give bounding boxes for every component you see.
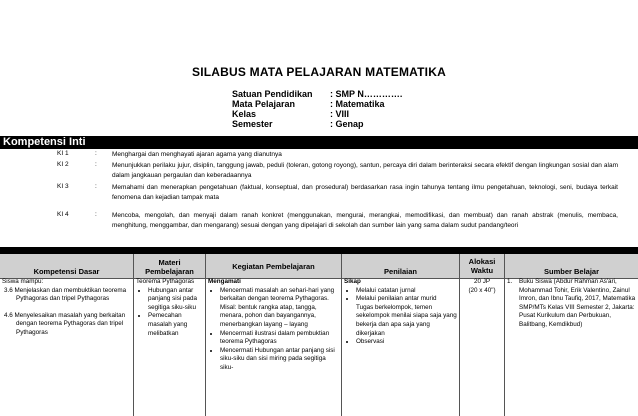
ki-heading: Kompetensi Inti bbox=[3, 136, 86, 148]
cell-penilaian bbox=[342, 278, 460, 416]
kd-item: 4.6 Menyelesaikan masalah yang berkaitan dengan teorema Pythagoras dan tripel Pythagoras bbox=[4, 311, 126, 336]
ki-text: Menghargai dan menghayati ajaran agama yang dianutnya bbox=[112, 151, 282, 158]
materi-bullet: • Pemecahan masalah yang melibatkan bbox=[148, 312, 203, 338]
meta-value-semester: : Genap bbox=[330, 119, 364, 129]
kegiatan-bullet: • Mencermati Hubungan antar panjang sisi siku-siku dan sisi miring pada segitiga siku- bbox=[220, 347, 339, 373]
ki-separator: : bbox=[95, 183, 97, 190]
header-kegiatan: Kegiatan Pembelajaran bbox=[206, 254, 342, 278]
header-kompetensi-dasar: Kompetensi Dasar bbox=[0, 254, 134, 278]
meta-label-kelas: Kelas bbox=[232, 109, 257, 119]
cell-sumber bbox=[505, 278, 638, 416]
cell-kompetensi-dasar bbox=[0, 278, 134, 416]
ki-text: Memahami dan menerapkan pengetahuan (faktual, konseptual, dan prosedural) berdasarkan rasa ingin tahunya tentang ilmu pengetahuan, teknologi, seni, budaya terkait fenomena dan kejadian tampak mata bbox=[112, 184, 618, 201]
penilaian-title: Sikap bbox=[344, 278, 361, 285]
penilaian-bullet: • Melalui catatan jurnal bbox=[356, 287, 457, 296]
meta-label-satuan: Satuan Pendidikan bbox=[232, 89, 313, 99]
ki-separator: : bbox=[95, 161, 97, 168]
sumber-text: Buku Siswa (Abdur Rahman As'ari, Mohammad Tohir, Erik Valentino, Zainul Imron, dan Ibnu Taufiq, 2017, Matematika SMP/MTs Kelas VIII Semester 2, Jakarta: Pusat Kurikulum dan Perbukuan, Balitbang, Kemdikbud) bbox=[519, 278, 636, 328]
sumber-number: 1. bbox=[507, 278, 513, 285]
cell-kegiatan bbox=[206, 278, 342, 416]
ki-code: KI 1 bbox=[57, 150, 69, 157]
kegiatan-bullet: • Mencermati ilustrasi dalam pembuktian teorema Pythagoras bbox=[220, 330, 339, 347]
ki-code: KI 3 bbox=[57, 183, 69, 190]
alokasi-detail: (20 x 40") bbox=[468, 286, 496, 294]
ki-separator: : bbox=[95, 211, 97, 218]
header-materi: Materi Pembelajaran bbox=[134, 254, 206, 278]
ki-text: Mencoba, mengolah, dan menyaji dalam ranah konkret (menggunakan, mengurai, merangkai, memodifikasi, dan membuat) dan ranah abstrak (menulis, membaca, menghitung, menggambar, dan mengarang) sesuai dengan yang dipelajari di sekolah dan sumber lain yang sama dalam sudut pandang/teori bbox=[112, 212, 618, 229]
header-sumber: Sumber Belajar bbox=[505, 254, 638, 278]
meta-value-mapel: : Matematika bbox=[330, 99, 385, 109]
ki-text: Menunjukkan perilaku jujur, disiplin, tanggung jawab, peduli (toleran, gotong royong), santun, percaya diri dalam berinteraksi secara efektif dengan lingkungan sosial dan alam dalam jangkauan pergaulan dan keberadaannya bbox=[112, 162, 618, 179]
ki-code: KI 2 bbox=[57, 161, 69, 168]
ki-code: KI 4 bbox=[57, 211, 69, 218]
meta-value-kelas: : VIII bbox=[330, 109, 350, 119]
alokasi-jp: 20 JP bbox=[473, 278, 491, 285]
penilaian-extra: Tugas berkelompok, temen sekelompok menilai siapa saja yang bekerja dan apa saja yang dikerjakan bbox=[356, 303, 457, 337]
kegiatan-title: Mengamati bbox=[208, 278, 241, 285]
kegiatan-bullet: • Mencermati masalah an sehari-hari yang berkaitan dengan teorema Pythagoras. Misal: bentuk rangka atap, tangga, menara, pohon dan bayangannya, menerbangkan layang – layang bbox=[220, 287, 339, 330]
penilaian-bullet: • Melalui penilaian antar murid bbox=[356, 295, 457, 304]
kd-item: 3.6 Menjelaskan dan membuktikan teorema Pythagoras dan tripel Pythagoras bbox=[4, 286, 127, 303]
meta-value-satuan: : SMP N…………. bbox=[330, 89, 403, 99]
header-alokasi: Alokasi Waktu bbox=[460, 254, 505, 278]
cell-materi bbox=[134, 278, 206, 416]
meta-label-semester: Semester bbox=[232, 119, 273, 129]
ki-heading-bar bbox=[0, 136, 638, 149]
table-top-bar bbox=[0, 247, 638, 254]
penilaian-bullet: • Observasi bbox=[356, 338, 457, 347]
header-penilaian: Penilaian bbox=[342, 254, 460, 278]
meta-label-mapel: Mata Pelajaran bbox=[232, 99, 296, 109]
cell-alokasi bbox=[460, 278, 505, 416]
document-title: SILABUS MATA PELAJARAN MATEMATIKA bbox=[192, 65, 446, 79]
materi-title: Teorema Pythagoras bbox=[136, 278, 195, 285]
materi-bullet: • Hubungan antar panjang sisi pada segitiga siku-siku bbox=[148, 287, 203, 313]
kd-intro: Siswa mampu: bbox=[2, 278, 44, 285]
ki-separator: : bbox=[95, 150, 97, 157]
